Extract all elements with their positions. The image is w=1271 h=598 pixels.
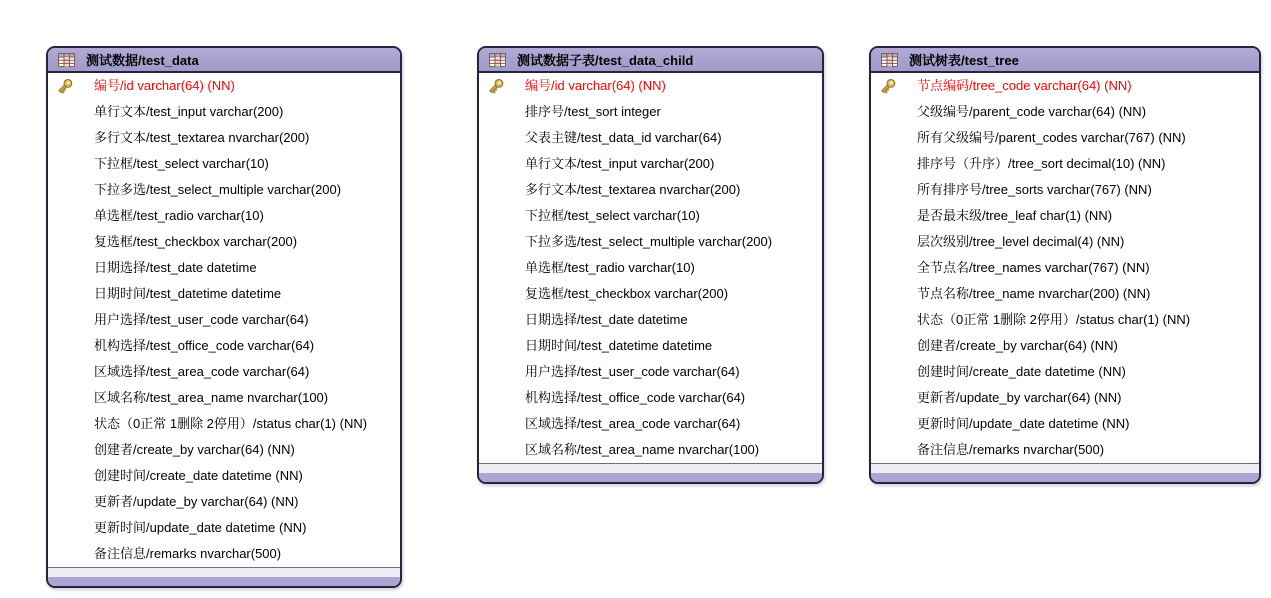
column-row[interactable] (871, 151, 1259, 177)
column-row[interactable] (48, 151, 400, 177)
table-card-test_tree[interactable] (869, 46, 1261, 484)
column-row[interactable] (479, 437, 822, 463)
column-row[interactable] (479, 229, 822, 255)
column-label: 区域选择/test_area_code varchar(64) (94, 364, 310, 379)
column-row[interactable] (48, 489, 400, 515)
column-label: 机构选择/test_office_code varchar(64) (94, 338, 315, 353)
column-label: 排序号（升序）/tree_sort decimal(10) (NN) (917, 156, 1166, 171)
column-label: 日期时间/test_datetime datetime (94, 286, 282, 301)
column-row[interactable] (479, 359, 822, 385)
table-footer-accent (871, 473, 1259, 482)
column-row[interactable] (48, 437, 400, 463)
column-label: 创建时间/create_date datetime (NN) (94, 468, 303, 483)
column-label: 下拉框/test_select varchar(10) (525, 208, 700, 223)
column-row[interactable] (871, 125, 1259, 151)
column-row-primary-key[interactable] (871, 73, 1259, 99)
table-columns-list (48, 73, 400, 567)
primary-key-icon (56, 77, 74, 95)
column-label: 编号/id varchar(64) (NN) (525, 78, 666, 93)
column-row[interactable] (479, 151, 822, 177)
table-title: 测试数据/test_data (86, 53, 199, 68)
column-row[interactable] (871, 177, 1259, 203)
column-label: 区域名称/test_area_name nvarchar(100) (525, 442, 760, 457)
column-row[interactable] (48, 307, 400, 333)
column-label: 单行文本/test_input varchar(200) (94, 104, 284, 119)
column-row[interactable] (48, 229, 400, 255)
column-label: 日期时间/test_datetime datetime (525, 338, 713, 353)
column-row[interactable] (871, 203, 1259, 229)
column-row[interactable] (479, 203, 822, 229)
column-label: 单选框/test_radio varchar(10) (94, 208, 264, 223)
column-label: 复选框/test_checkbox varchar(200) (525, 286, 729, 301)
column-row-primary-key[interactable] (479, 73, 822, 99)
column-label: 创建者/create_by varchar(64) (NN) (917, 338, 1118, 353)
table-grid-icon (58, 53, 75, 67)
column-row[interactable] (48, 463, 400, 489)
column-row[interactable] (479, 411, 822, 437)
table-card-header[interactable] (871, 48, 1259, 73)
column-row[interactable] (871, 385, 1259, 411)
table-footer-accent (479, 473, 822, 482)
column-label: 排序号/test_sort integer (525, 104, 661, 119)
table-title: 测试数据子表/test_data_child (517, 53, 694, 68)
column-label: 层次级别/tree_level decimal(4) (NN) (917, 234, 1125, 249)
column-label: 父表主键/test_data_id varchar(64) (525, 130, 722, 145)
column-row[interactable] (479, 255, 822, 281)
column-label: 日期选择/test_date datetime (94, 260, 257, 275)
column-row[interactable] (479, 333, 822, 359)
column-label: 更新者/update_by varchar(64) (NN) (94, 494, 299, 509)
table-title: 测试树表/test_tree (909, 53, 1019, 68)
column-label: 备注信息/remarks nvarchar(500) (917, 442, 1105, 457)
column-row[interactable] (48, 333, 400, 359)
column-label: 状态（0正常 1删除 2停用）/status char(1) (NN) (94, 416, 368, 431)
column-label: 用户选择/test_user_code varchar(64) (94, 312, 309, 327)
column-row[interactable] (48, 99, 400, 125)
column-label: 下拉多选/test_select_multiple varchar(200) (525, 234, 773, 249)
column-label: 创建时间/create_date datetime (NN) (917, 364, 1126, 379)
table-footer (479, 463, 822, 473)
primary-key-icon (879, 77, 897, 95)
column-row[interactable] (479, 307, 822, 333)
column-label: 下拉多选/test_select_multiple varchar(200) (94, 182, 342, 197)
column-label: 下拉框/test_select varchar(10) (94, 156, 269, 171)
column-label: 节点名称/tree_name nvarchar(200) (NN) (917, 286, 1151, 301)
column-label: 父级编号/parent_code varchar(64) (NN) (917, 104, 1147, 119)
column-label: 所有父级编号/parent_codes varchar(767) (NN) (917, 130, 1186, 145)
column-label: 编号/id varchar(64) (NN) (94, 78, 235, 93)
table-columns-list (871, 73, 1259, 463)
column-label: 创建者/create_by varchar(64) (NN) (94, 442, 295, 457)
column-label: 机构选择/test_office_code varchar(64) (525, 390, 746, 405)
column-label: 多行文本/test_textarea nvarchar(200) (94, 130, 310, 145)
column-row[interactable] (871, 359, 1259, 385)
column-row[interactable] (48, 203, 400, 229)
column-label: 区域选择/test_area_code varchar(64) (525, 416, 741, 431)
column-label: 所有排序号/tree_sorts varchar(767) (NN) (917, 182, 1152, 197)
column-label: 更新时间/update_date datetime (NN) (94, 520, 307, 535)
column-label: 是否最末级/tree_leaf char(1) (NN) (917, 208, 1113, 223)
column-row[interactable] (871, 99, 1259, 125)
column-row[interactable] (48, 411, 400, 437)
column-label: 多行文本/test_textarea nvarchar(200) (525, 182, 741, 197)
column-row[interactable] (48, 541, 400, 567)
column-row[interactable] (48, 125, 400, 151)
table-card-header[interactable] (479, 48, 822, 73)
column-label: 节点编码/tree_code varchar(64) (NN) (917, 78, 1132, 93)
column-row[interactable] (48, 177, 400, 203)
primary-key-icon (487, 77, 505, 95)
column-row[interactable] (48, 515, 400, 541)
column-label: 复选框/test_checkbox varchar(200) (94, 234, 298, 249)
column-label: 全节点名/tree_names varchar(767) (NN) (917, 260, 1150, 275)
table-grid-icon (881, 53, 898, 67)
table-footer (871, 463, 1259, 473)
column-row[interactable] (871, 411, 1259, 437)
column-row[interactable] (48, 385, 400, 411)
column-label: 区域名称/test_area_name nvarchar(100) (94, 390, 329, 405)
column-row-primary-key[interactable] (48, 73, 400, 99)
column-row[interactable] (48, 281, 400, 307)
column-row[interactable] (479, 281, 822, 307)
column-row[interactable] (871, 229, 1259, 255)
column-label: 单行文本/test_input varchar(200) (525, 156, 715, 171)
column-row[interactable] (479, 99, 822, 125)
column-label: 状态（0正常 1删除 2停用）/status char(1) (NN) (917, 312, 1191, 327)
column-row[interactable] (48, 255, 400, 281)
column-label: 更新时间/update_date datetime (NN) (917, 416, 1130, 431)
column-label: 备注信息/remarks nvarchar(500) (94, 546, 282, 561)
column-row[interactable] (479, 125, 822, 151)
column-row[interactable] (871, 307, 1259, 333)
column-row[interactable] (871, 255, 1259, 281)
column-label: 用户选择/test_user_code varchar(64) (525, 364, 740, 379)
column-label: 日期选择/test_date datetime (525, 312, 688, 327)
table-columns-list (479, 73, 822, 463)
table-footer (48, 567, 400, 577)
table-card-header[interactable] (48, 48, 400, 73)
column-label: 更新者/update_by varchar(64) (NN) (917, 390, 1122, 405)
column-row[interactable] (871, 281, 1259, 307)
table-card-test_data_child[interactable] (477, 46, 824, 484)
table-grid-icon (489, 53, 506, 67)
column-row[interactable] (479, 385, 822, 411)
table-footer-accent (48, 577, 400, 586)
column-row[interactable] (479, 177, 822, 203)
column-label: 单选框/test_radio varchar(10) (525, 260, 695, 275)
column-row[interactable] (48, 359, 400, 385)
table-card-test_data[interactable] (46, 46, 402, 588)
column-row[interactable] (871, 333, 1259, 359)
column-row[interactable] (871, 437, 1259, 463)
